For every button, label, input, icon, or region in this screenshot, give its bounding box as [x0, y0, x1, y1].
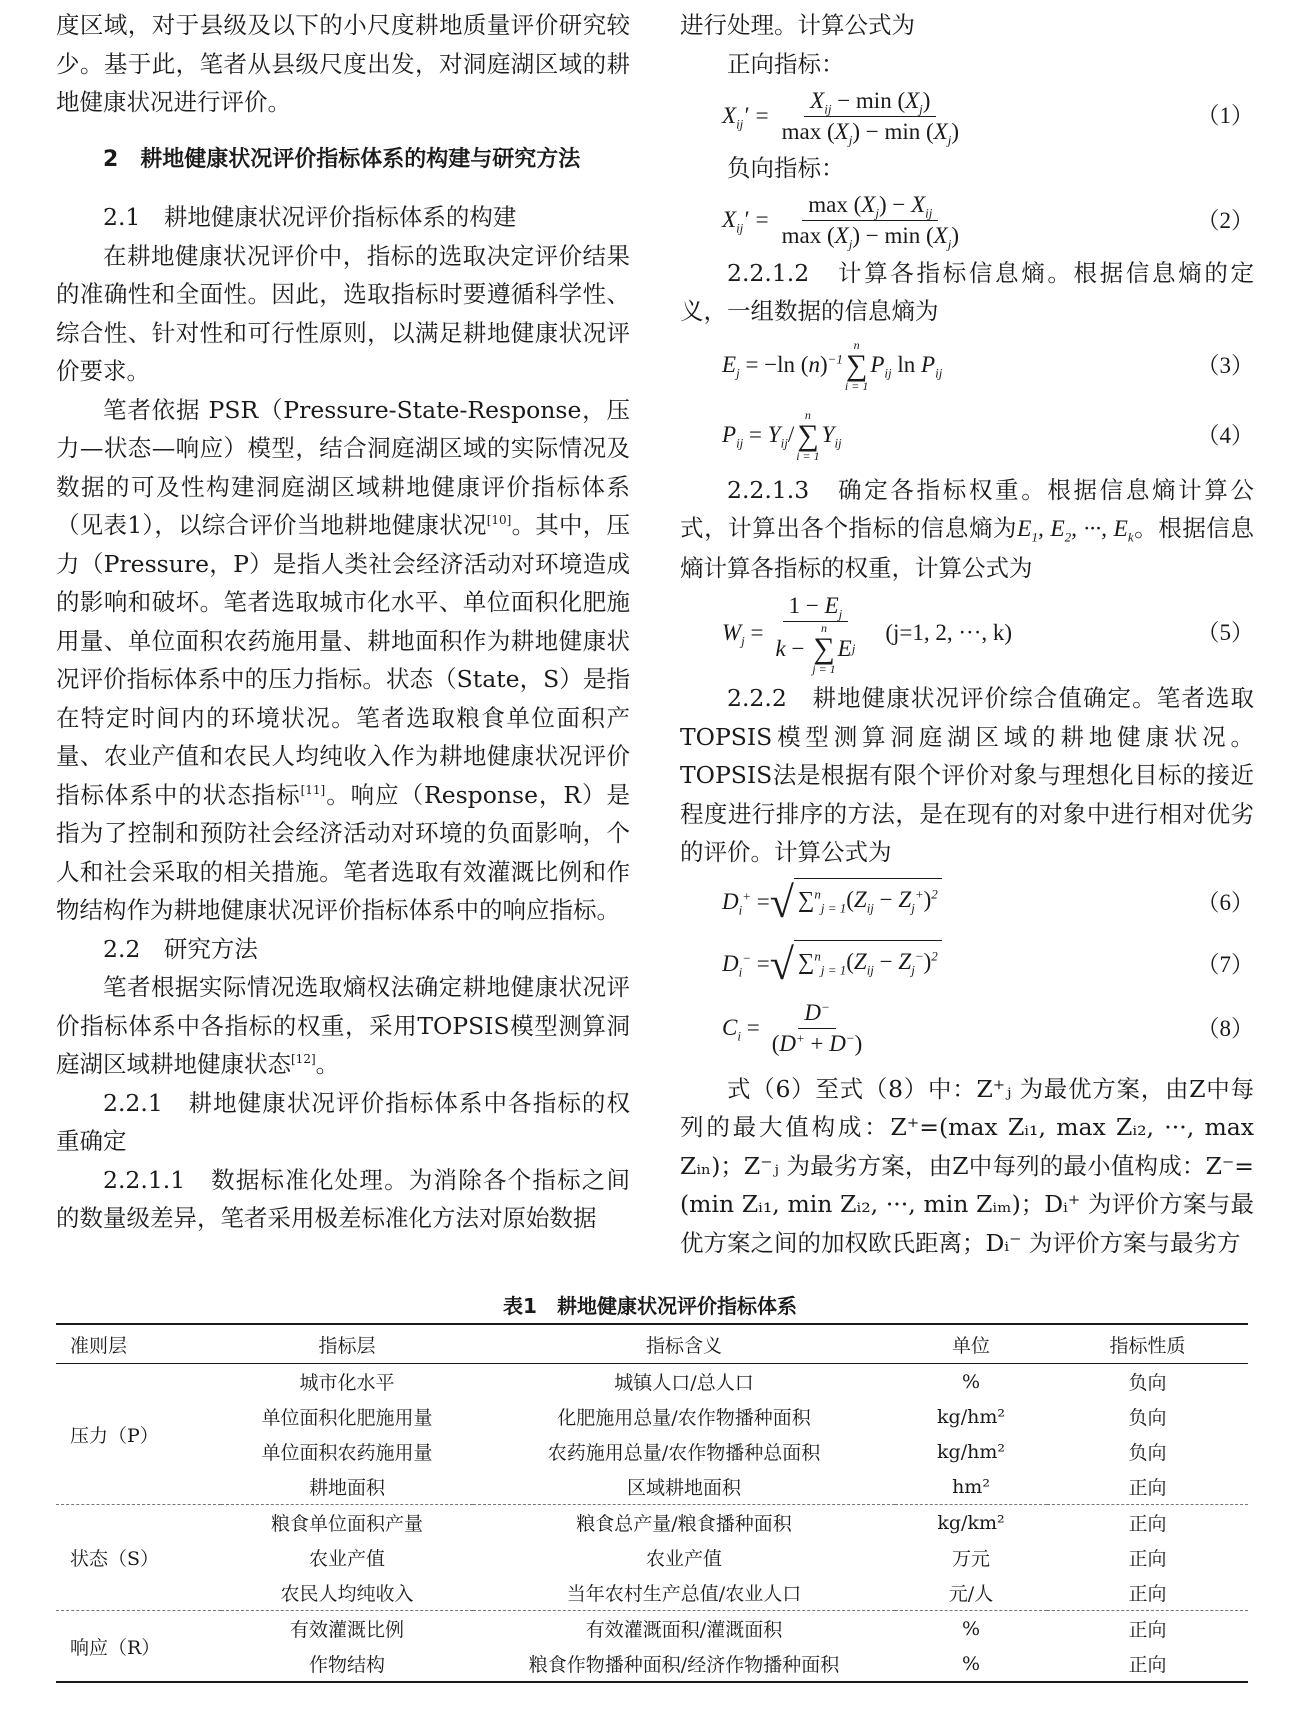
equation-number: （4） — [1196, 422, 1254, 448]
property-cell: 负向 — [1128, 1442, 1167, 1464]
equation-range: (j=1, 2, ···, k) — [885, 619, 1013, 645]
paragraph: 进行处理。计算公式为 — [680, 11, 915, 39]
text: 。响应（Response，R）是指为了控制和预防社会经济活动对环境的负面影响，个人和社会采取的相关措施。笔者选取有效灌溉比例和作物结构作为耕地健康状况评价指标体系中的响应指标。 — [56, 780, 631, 924]
meaning-cell: 农药施用总量/农作物播种总面积 — [547, 1442, 821, 1464]
table-row — [56, 1611, 1248, 1647]
table-header: 单位 — [895, 1324, 1047, 1364]
text: 。其中，压力（Pressure，P）是指人类社会经济活动对环境造成的影响和破坏。笔者选取城市化水平、单位面积化肥施用量、单位面积农药施用量、耕地面积作为耕地健康状况评价指标体系中的压力指标。状态（State，S）是指在特定时间内的环境状况。笔者选取粮食单位面积产量、农业产值和农民人均纯收入作为耕地健康状况评价指标体系中的状态指标 — [56, 511, 631, 809]
paragraph: 2.2.1.2 计算各指标信息熵。根据信息熵的定义，一组数据的信息熵为 — [680, 258, 1254, 325]
indicator-cell: 单位面积化肥施用量 — [261, 1407, 433, 1429]
unit-cell: % — [895, 1646, 1047, 1682]
table-header-row — [56, 1324, 1248, 1364]
equation-3: $E_j = -\ln$ $(n)^{-1}$ n ∑ i = 1 $P_{ij}$ $\ln P_{ij}$ （3） — [722, 337, 1254, 393]
table-row — [56, 1399, 1248, 1434]
property-cell: 正向 — [1128, 1548, 1167, 1570]
equation-6: $D_i^+$ = √ $\sum^n_{j = 1}(Z_{ij} - Z_j^+)^2$ （6） — [722, 877, 1254, 927]
table-row — [56, 1505, 1248, 1541]
equation-8: $C_i$ = $\frac{D^-}{(D^+ + D^-)}$ （8） — [722, 999, 1254, 1056]
indicator-cell: 农业产值 — [308, 1548, 385, 1570]
unit-cell: 元/人 — [895, 1575, 1047, 1611]
meaning-cell: 有效灌溉面积/灌溉面积 — [585, 1619, 783, 1641]
table-header: 指标性质 — [1047, 1324, 1248, 1364]
property-cell: 正向 — [1047, 1469, 1248, 1505]
criterion-cell: 压力（P） — [56, 1364, 221, 1505]
paragraph: 2.2.1.1 数据标准化处理。为消除各个指标之间的数量级差异，笔者采用极差标准化方法对原始数据 — [56, 1165, 630, 1232]
meaning-cell: 粮食作物播种面积/经济作物播种面积 — [473, 1646, 895, 1682]
property-cell: 正向 — [1047, 1575, 1248, 1611]
paragraph: 2.2.2 耕地健康状况评价综合值确定。笔者选取TOPSIS模型测算洞庭湖区域的耕地健康状况。TOPSIS法是根据有限个评价对象与理想化目标的接近程度进行排序的方法，是在现有的对象中进行相对优劣的评价。计算公式为 — [680, 684, 1254, 866]
equation-number: （3） — [1196, 352, 1254, 378]
meaning-cell: 农业产值 — [645, 1548, 722, 1570]
table-header: 指标含义 — [473, 1324, 895, 1364]
right-column — [680, 6, 1254, 1262]
subsection-heading: 2.1 耕地健康状况评价指标体系的构建 — [103, 203, 517, 231]
equation-number: （6） — [1196, 889, 1254, 915]
indicator-cell: 粮食单位面积产量 — [270, 1513, 423, 1535]
property-cell: 正向 — [1128, 1513, 1167, 1535]
citation: [11] — [300, 782, 326, 797]
indicator-cell: 耕地面积 — [221, 1469, 473, 1505]
table-header: 准则层 — [56, 1324, 221, 1364]
unit-cell: % — [961, 1617, 981, 1640]
property-cell: 正向 — [1047, 1646, 1248, 1682]
criterion-cell: 响应（R） — [56, 1611, 221, 1683]
subsubsection-heading: 2.2.1 耕地健康状况评价指标体系中各指标的权重确定 — [56, 1088, 630, 1155]
equation-number: （1） — [1196, 102, 1254, 128]
equation-7: $D_i^-$ = √ $\sum^n_{j = 1}(Z_{ij} - Z_j^-)^2$ （7） — [722, 939, 1254, 989]
criterion-cell: 状态（S） — [56, 1505, 221, 1611]
indicator-cell: 作物结构 — [221, 1646, 473, 1682]
meaning-cell: 化肥施用总量/农作物播种面积 — [557, 1407, 811, 1429]
unit-cell: kg/km² — [937, 1511, 1005, 1534]
unit-cell: % — [961, 1370, 981, 1393]
meaning-cell: 城镇人口/总人口 — [614, 1372, 754, 1394]
table-body — [56, 1364, 1248, 1683]
table-row — [56, 1469, 1248, 1505]
unit-cell: 万元 — [951, 1548, 990, 1570]
equation-5: $W_j$ = $1 - E_j$ k − n ∑ j = 1 E j (j=1, 2, ···, k) （5） — [722, 592, 1254, 676]
property-cell: 负向 — [1128, 1407, 1167, 1429]
section-heading: 2 耕地健康状况评价指标体系的构建与研究方法 — [103, 146, 581, 172]
table-header: 指标层 — [221, 1324, 473, 1364]
meaning-cell: 粮食总产量/粮食播种面积 — [576, 1513, 792, 1535]
paragraph: 2.2.1.3 确定各指标权重。根据信息熵计算公式，计算出各个指标的信息熵为$E_1$, $E_2$, ···, $E_k$。根据信息熵计算各指标的权重，计算公式为 — [680, 475, 1254, 582]
table-row — [56, 1364, 1248, 1400]
equation-number: （8） — [1196, 1015, 1254, 1041]
indicator-table — [56, 1323, 1248, 1683]
text: 2.2.1.3 确定各指标权重。根据信息熵计算公式，计算出各个指标的信息熵为 — [680, 475, 1254, 542]
unit-cell: kg/hm² — [937, 1440, 1005, 1463]
label: 正向指标： — [727, 49, 845, 78]
table-title: 表1 耕地健康状况评价指标体系 — [503, 1294, 797, 1318]
text: 笔者根据实际情况选取熵权法确定耕地健康状况评价指标体系中各指标的权重，采用TOPSIS模型测算洞庭湖区域耕地健康状态 — [56, 973, 630, 1078]
citation: [10] — [486, 513, 512, 528]
paragraph: 度区域，对于县级及以下的小尺度耕地质量评价研究较少。基于此，笔者从县级尺度出发，对洞庭湖区域的耕地健康状况进行评价。 — [56, 11, 630, 116]
text: 。 — [315, 1050, 340, 1078]
indicator-cell: 农民人均纯收入 — [221, 1575, 473, 1611]
paragraph — [56, 968, 630, 1084]
property-cell: 正向 — [1128, 1619, 1167, 1641]
table-row — [56, 1646, 1248, 1682]
text: 。根据信息熵计算各指标的权重，计算公式为 — [680, 514, 1254, 582]
equation-2: $X_{ij}'$ = $\frac{\max (X_j) - X_{ij}}{\max (X_j) - \min (X_j)}$ （2） — [722, 192, 1254, 252]
unit-cell: hm² — [895, 1469, 1047, 1505]
table-row — [56, 1434, 1248, 1469]
equation-number: （7） — [1196, 951, 1254, 977]
property-cell: 负向 — [1128, 1372, 1167, 1394]
indicator-cell: 单位面积农药施用量 — [261, 1442, 433, 1464]
equation-1: $X_{ij}'$ = $\frac{X_{ij} - \min (X_j)}{\max (X_j) - \min (X_j)}$ （1） — [722, 87, 1254, 148]
indicator-cell: 有效灌溉比例 — [289, 1619, 404, 1641]
text: 笔者依据 PSR（Pressure-State-Response，压力—状态—响应）模型，结合洞庭湖区域的实际情况及数据的可及性构建洞庭湖区域耕地健康评价指标体系（见表1），以综合评价当地耕地健康状况 — [56, 395, 630, 539]
equation-4: $P_{ij} = Y_{ij}/$ n ∑ i = 1 $Y_{ij}$ （4） — [722, 407, 1254, 463]
table-row — [56, 1575, 1248, 1611]
subsection-heading: 2.2 研究方法 — [103, 934, 258, 963]
table-row — [56, 1540, 1248, 1575]
equation-number: （2） — [1196, 207, 1254, 233]
meaning-cell: 当年农村生产总值/农业人口 — [473, 1575, 895, 1611]
paragraph: 式（6）至式（8）中：Z⁺ⱼ 为最优方案，由Z中每列的最大值构成：Z⁺=(max Zᵢ₁, max Zᵢ₂, ···, max Zᵢₙ)；Z⁻ⱼ 为最劣方案，由Z中每列的最小值构成：Z⁻=(min Zᵢ₁, min Zᵢ₂, ···, min Zᵢₘ)；Dᵢ⁺ 为评价方案与最优方案之间的加权欧氏距离；Dᵢ⁻ 为评价方案与最劣方 — [680, 1074, 1254, 1257]
citation: [12] — [291, 1052, 316, 1067]
paragraph: 在耕地健康状况评价中，指标的选取决定评价结果的准确性和全面性。因此，选取指标时要遵循科学性、综合性、针对性和可行性原则，以满足耕地健康状况评价要求。 — [56, 241, 630, 385]
paragraph — [56, 391, 630, 930]
meaning-cell: 区域耕地面积 — [473, 1469, 895, 1505]
indicator-cell: 城市化水平 — [299, 1372, 395, 1394]
label: 负向指标： — [727, 154, 845, 182]
left-column — [56, 6, 630, 1238]
unit-cell: kg/hm² — [937, 1405, 1005, 1428]
equation-number: （5） — [1196, 619, 1254, 645]
